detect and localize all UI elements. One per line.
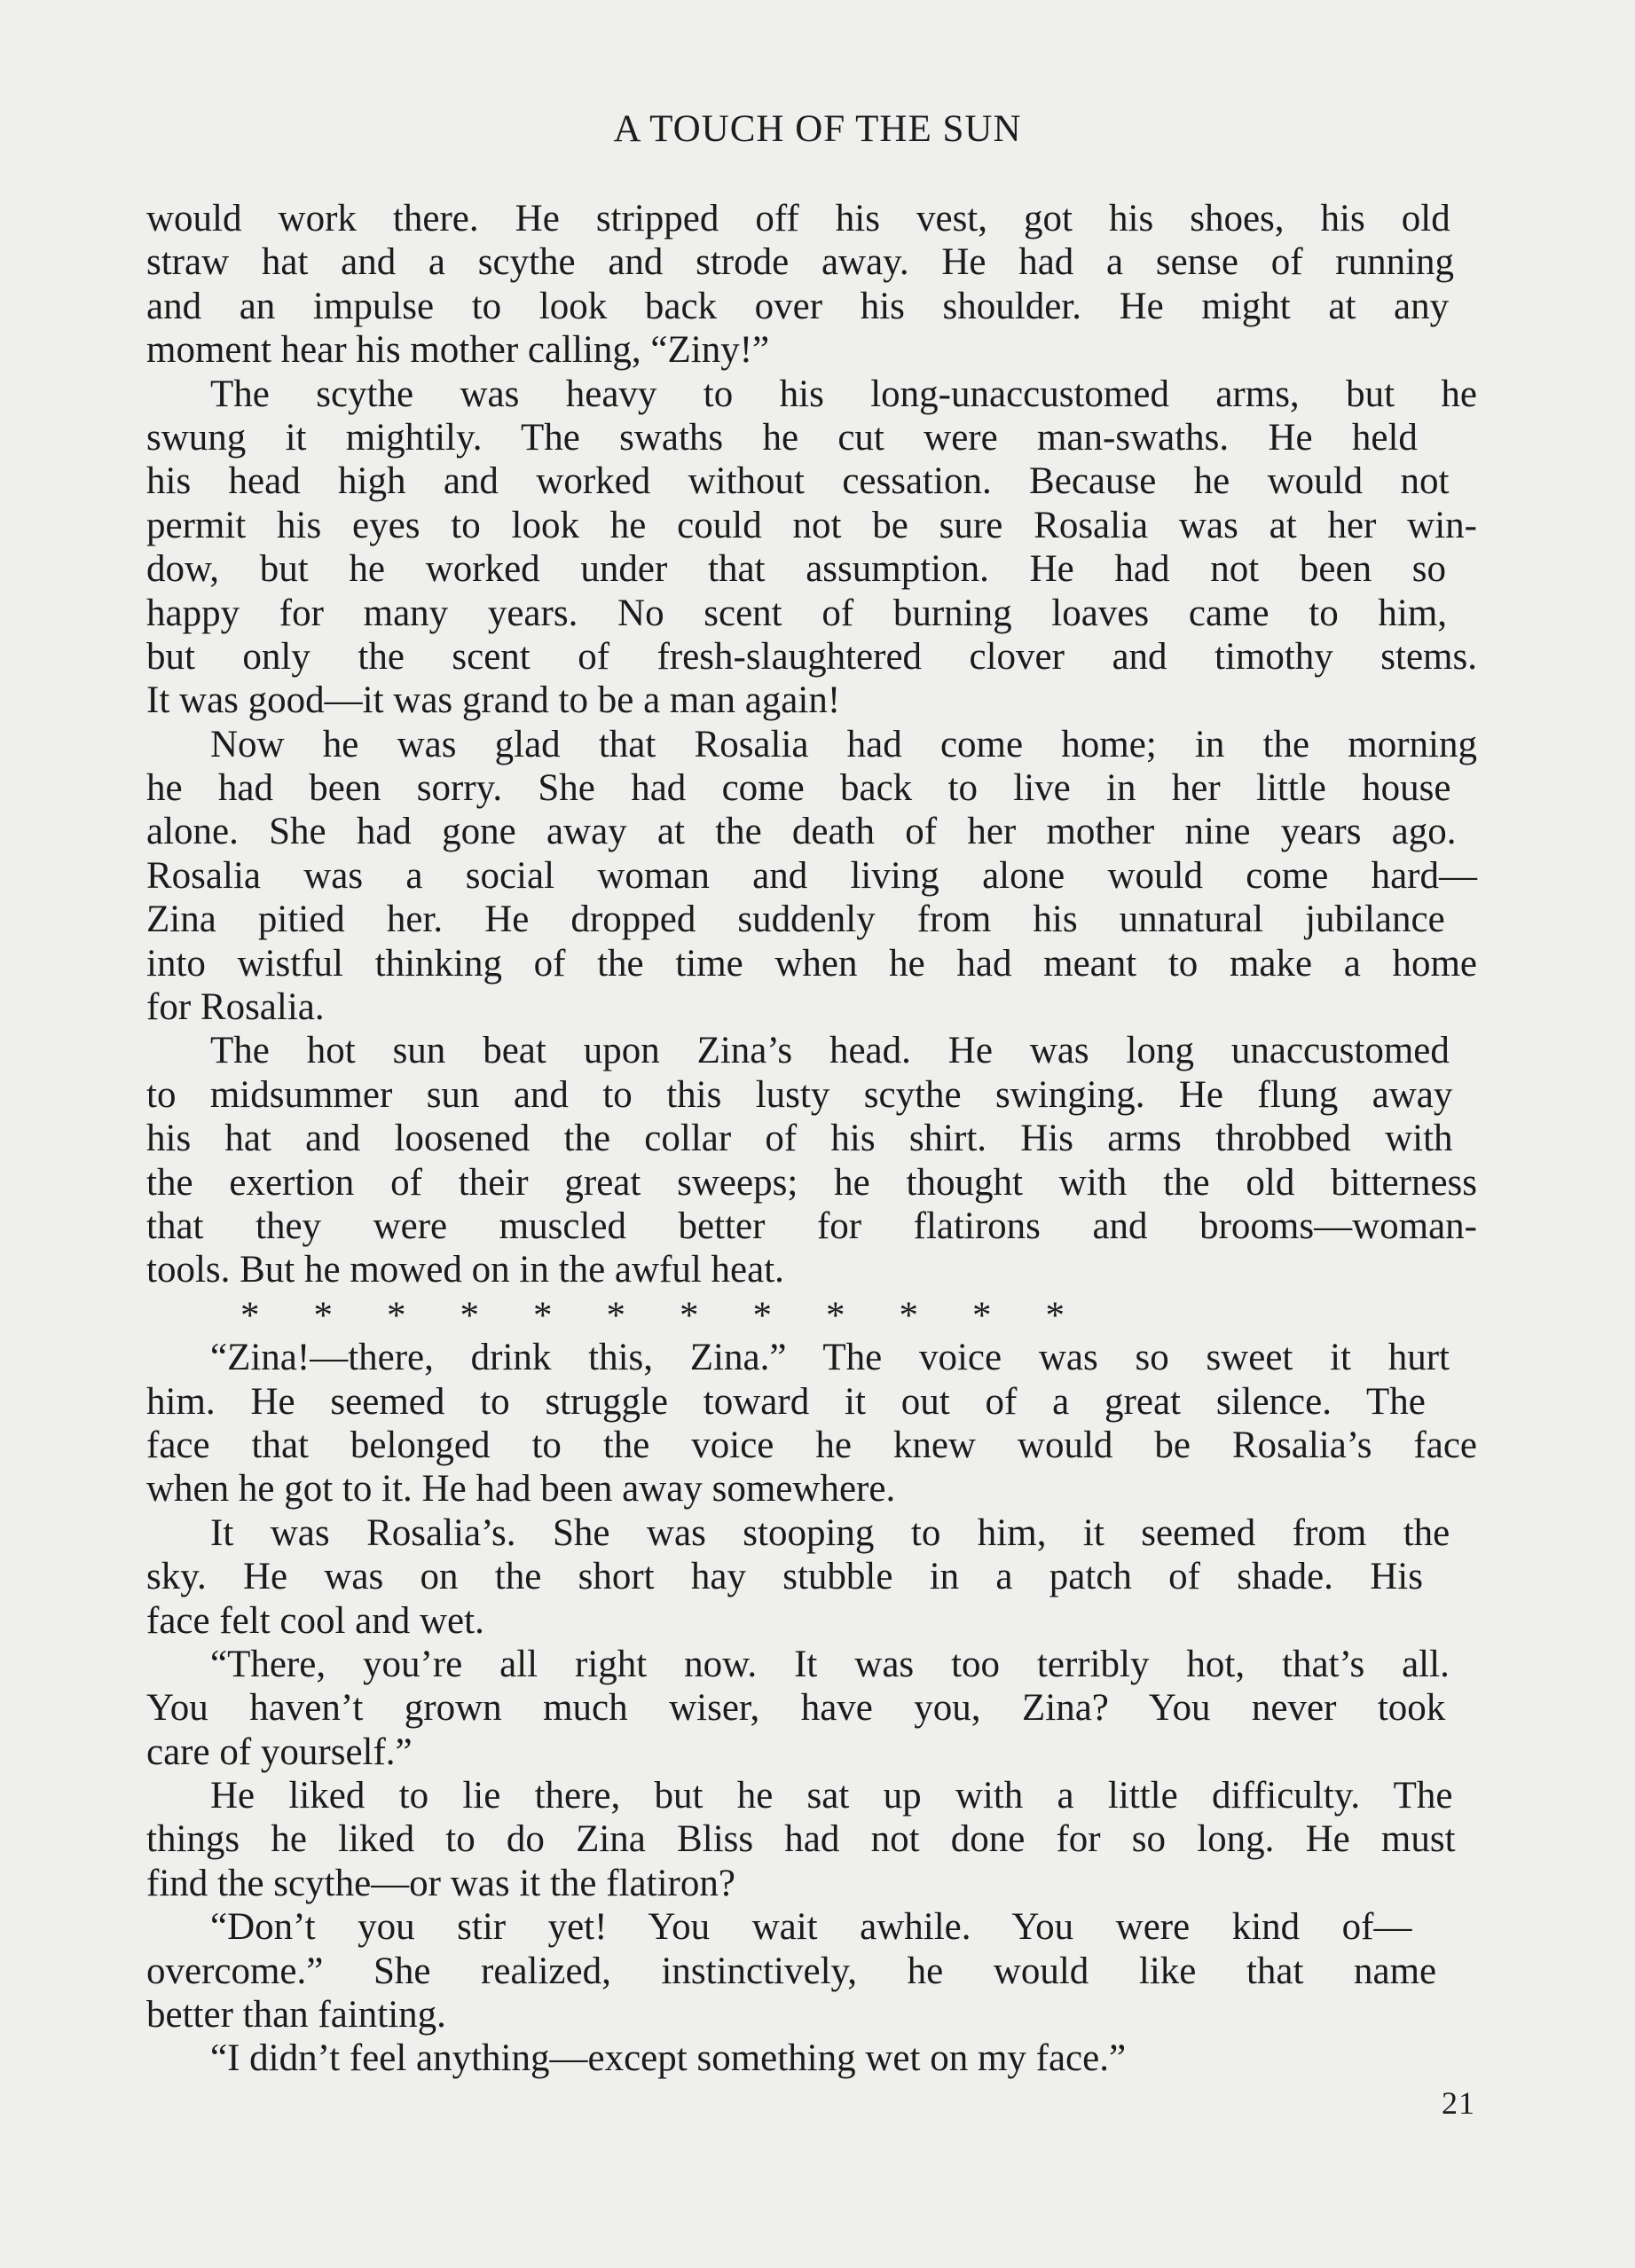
section-break-asterisk: * <box>752 1294 772 1337</box>
text-line: better than fainting. <box>146 1994 446 2036</box>
text-line: find the scythe—or was it the flatiron? <box>146 1862 735 1904</box>
text-line: “Don’t you stir yet! You wait awhile. You were kind of— <box>210 1906 1412 1949</box>
text-line: his head high and worked without cessation. Because he would not <box>146 460 1450 503</box>
section-break-asterisk: * <box>606 1294 625 1337</box>
section-break-asterisk: * <box>826 1294 845 1337</box>
text-line: and an impulse to look back over his shoulder. He might at any <box>146 285 1450 327</box>
running-head: A TOUCH OF THE SUN <box>613 108 1022 150</box>
text-line: care of yourself.” <box>146 1730 413 1773</box>
text-line: face felt cool and wet. <box>146 1599 484 1642</box>
text-line: It was good—it was grand to be a man again! <box>146 679 841 722</box>
text-line: face that belonged to the voice he knew would be Rosalia’s face <box>146 1424 1477 1466</box>
text-line: “Zina!—there, drink this, Zina.” The voice was so sweet it hurt <box>210 1337 1450 1379</box>
text-line: would work there. He stripped off his vest, got his shoes, his old <box>146 198 1450 239</box>
text-line: permit his eyes to look he could not be sure Rosalia was at her win- <box>146 504 1477 546</box>
text-line: him. He seemed to struggle toward it out of a great silence. The <box>146 1380 1426 1423</box>
text-line: tools. But he mowed on in the awful heat. <box>146 1249 784 1291</box>
text-line: dow, but he worked under that assumption. He had not been so <box>146 548 1447 591</box>
section-break-asterisk: * <box>387 1294 406 1337</box>
text-line: to midsummer sun and to this lusty scythe swinging. He flung away <box>146 1073 1453 1116</box>
text-line: “I didn’t feel anything—except something wet on my face.” <box>210 2037 1127 2080</box>
body-text <box>146 197 1477 2081</box>
text-line: into wistful thinking of the time when he had meant to make a home <box>146 942 1477 985</box>
section-break-asterisk: * <box>460 1294 479 1337</box>
text-line: moment hear his mother calling, “Ziny!” <box>146 329 770 372</box>
section-break <box>146 1292 1477 1336</box>
text-line: he had been sorry. She had come back to live in her little house <box>146 767 1451 810</box>
text-line: “There, you’re all right now. It was too terribly hot, that’s all. <box>210 1643 1450 1685</box>
section-break-asterisk: * <box>533 1294 553 1337</box>
text-line: Rosalia was a social woman and living alone would come hard— <box>146 854 1477 897</box>
section-break-asterisk: * <box>313 1294 333 1337</box>
text-line: Now he was glad that Rosalia had come home; in the morning <box>210 723 1477 765</box>
text-line: You haven’t grown much wiser, have you, Zina? You never took <box>146 1687 1446 1730</box>
section-break-asterisk: * <box>1045 1294 1065 1337</box>
text-line: when he got to it. He had been away somewhere. <box>146 1468 896 1511</box>
text-line: things he liked to do Zina Bliss had not done for so long. He must <box>146 1818 1456 1861</box>
text-line: sky. He was on the short hay stubble in a patch of shade. His <box>146 1556 1423 1598</box>
text-line: for Rosalia. <box>146 986 325 1029</box>
text-line: alone. She had gone away at the death of her mother nine years ago. <box>146 811 1457 853</box>
section-break-asterisk: * <box>680 1294 699 1337</box>
section-break-asterisk: * <box>899 1294 918 1337</box>
section-break-asterisk: * <box>972 1294 992 1337</box>
page-number: 21 <box>1442 2085 1475 2121</box>
text-line: that they were muscled better for flatirons and brooms—woman- <box>146 1205 1477 1247</box>
text-line: but only the scent of fresh-slaughtered clover and timothy stems. <box>146 635 1477 678</box>
text-line: his hat and loosened the collar of his shirt. His arms throbbed with <box>146 1118 1453 1160</box>
text-line: The scythe was heavy to his long-unaccustomed arms, but he <box>210 373 1477 415</box>
text-line: swung it mightily. The swaths he cut were man-swaths. He held <box>146 416 1418 459</box>
text-line: It was Rosalia’s. She was stooping to him, it seemed from the <box>210 1511 1450 1554</box>
text-line: the exertion of their great sweeps; he thought with the old bitterness <box>146 1161 1477 1204</box>
text-line: happy for many years. No scent of burning loaves came to him, <box>146 592 1448 634</box>
text-line: Zina pitied her. He dropped suddenly from his unnatural jubilance <box>146 899 1445 941</box>
text-line: He liked to lie there, but he sat up with a little difficulty. The <box>210 1775 1453 1817</box>
section-break-asterisk: * <box>240 1294 260 1337</box>
text-line: The hot sun beat upon Zina’s head. He was long unaccustomed <box>210 1030 1450 1072</box>
text-line: overcome.” She realized, instinctively, he would like that name <box>146 1950 1437 1992</box>
text-line: straw hat and a scythe and strode away. He had a sense of running <box>146 241 1455 284</box>
